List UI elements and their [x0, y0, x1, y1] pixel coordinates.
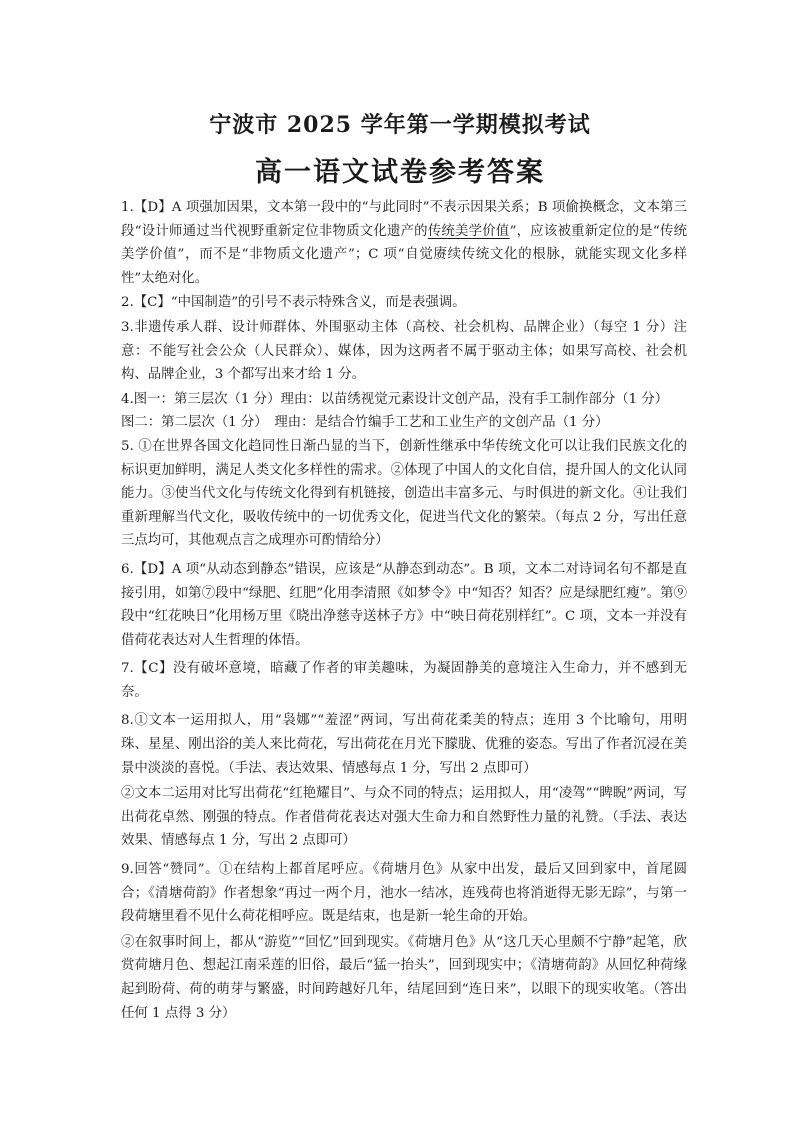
answer-q9-part1: 9.回答“赞同”。①在结构上都首尾呼应。《荷塘月色》从家中出发，最后又回到家中，首尾圆合；《清塘荷韵》作者想象“再过一两个月，池水一结冰，连残荷也将消逝得无影无踪”，与第一段荷塘里看不见什么荷花相呼应。既是结束，也是新一轮生命的开始。: [121, 862, 687, 925]
answer-q3: 3.非遗传承人群、设计师群体、外围驱动主体（高校、社会机构、品牌企业）（每空 1 分）注意：不能写社会公众（人民群众）、媒体，因为这两者不属于驱动主体；如果写高校、社会机构、品牌企业，3 个都写出来才给 1 分。: [121, 319, 687, 383]
answer-q2: 2.【C】“中国制造”的引号不表示特殊含义，而是表强调。: [121, 295, 466, 311]
answer-q1-text-b: ”，应该被重新定位的是“传统美学价值”，而不是“非物质文化遗产”；C 项“自觉赓续传统文化的根脉，就能实现文化多样性”太绝对化。: [121, 223, 687, 286]
answer-key-title: 高一语文试卷参考答案: [255, 157, 545, 188]
answer-q6: 6.【D】A 项“从动态到静态”错误，应该是“从静态到动态”。B 项，文本二对诗词名句不都是直接引用，如第⑦段中“绿肥、红肥”化用李清照《如梦令》中“知否？知否？应是绿肥红瘦”。第⑨段中“红花映日”化用杨万里《晓出净慈寺送林子方》中“映日荷花别样红”。C 项，文本一并没有借荷花表达对人生哲理的体悟。: [121, 561, 687, 648]
answer-q1-underlined: 传统美学价值: [427, 223, 510, 239]
answer-q1-text-a: 1.【D】A 项强加因果，文本第一段中的“与此同时”不表示因果关系；B 项偷换概念，文本第三段“设计师通过当代视野重新定位非物质文化遗产的: [121, 200, 687, 239]
answer-q7: 7.【C】没有破坏意境，暗藏了作者的审美趣味，为凝固静美的意境注入生命力，并不感到无奈。: [121, 661, 687, 700]
answer-body: [121, 196, 687, 1025]
answer-q4-figure1: 4.图一：第三层次（1 分）理由：以苗绣视觉元素设计文创产品，没有手工制作部分（1 分）: [121, 391, 669, 407]
answer-q1: [121, 196, 687, 290]
exam-title: 宁波市 2025 学年第一学期模拟考试: [209, 112, 591, 138]
answer-q8-part1: 8.①文本一运用拟人，用“袅娜”“羞涩”两词，写出荷花柔美的特点；连用 3 个比喻句，用明珠、星星、刚出浴的美人来比荷花，写出荷花在月光下朦胧、优雅的姿态。写出了作者沉浸在美景中淡淡的喜悦。（手法、表达效果、情感每点 1 分，写出 2 点即可）: [121, 713, 687, 776]
answer-q4-figure2: 图二：第二层次（1 分） 理由：是结合竹编手工艺和工业生产的文创产品（1 分）: [121, 415, 609, 431]
answer-q9-part2: ②在叙事时间上，都从“游览”“回忆”回到现实。《荷塘月色》从“这几天心里颇不宁静”起笔，欣赏荷塘月色、想起江南采莲的旧俗，最后“猛一抬头”，回到现实中；《清塘荷韵》从回忆种荷缘起到盼荷、荷的萌芽与繁盛，时间跨越好几年，结尾回到“连日来”，以眼下的现实收笔。（答出任何 1 点得 3 分）: [121, 934, 687, 1021]
answer-q5: 5. ①在世界各国文化趋同性日渐凸显的当下，创新性继承中华传统文化可以让我们民族文化的标识更加鲜明，满足人类文化多样性的需求。②体现了中国人的文化自信，提升国人的文化认同能力。③使当代文化与传统文化得到有机链接，创造出丰富多元、与时俱进的新文化。④让我们重新理解当代文化，吸收传统中的一切优秀文化，促进当代文化的繁荣。（每点 2 分，写出任意三点均可，其他观点言之成理亦可酌情给分）: [121, 438, 687, 549]
answer-q8-part2: ②文本二运用对比写出荷花“红艳耀目”、与众不同的特点；运用拟人，用“凌驾”“睥睨”两词，写出荷花卓然、刚强的特点。作者借荷花表达对强大生命力和自然野性力量的礼赞。（手法、表达效果、情感每点 1 分，写出 2 点即可）: [121, 786, 687, 849]
